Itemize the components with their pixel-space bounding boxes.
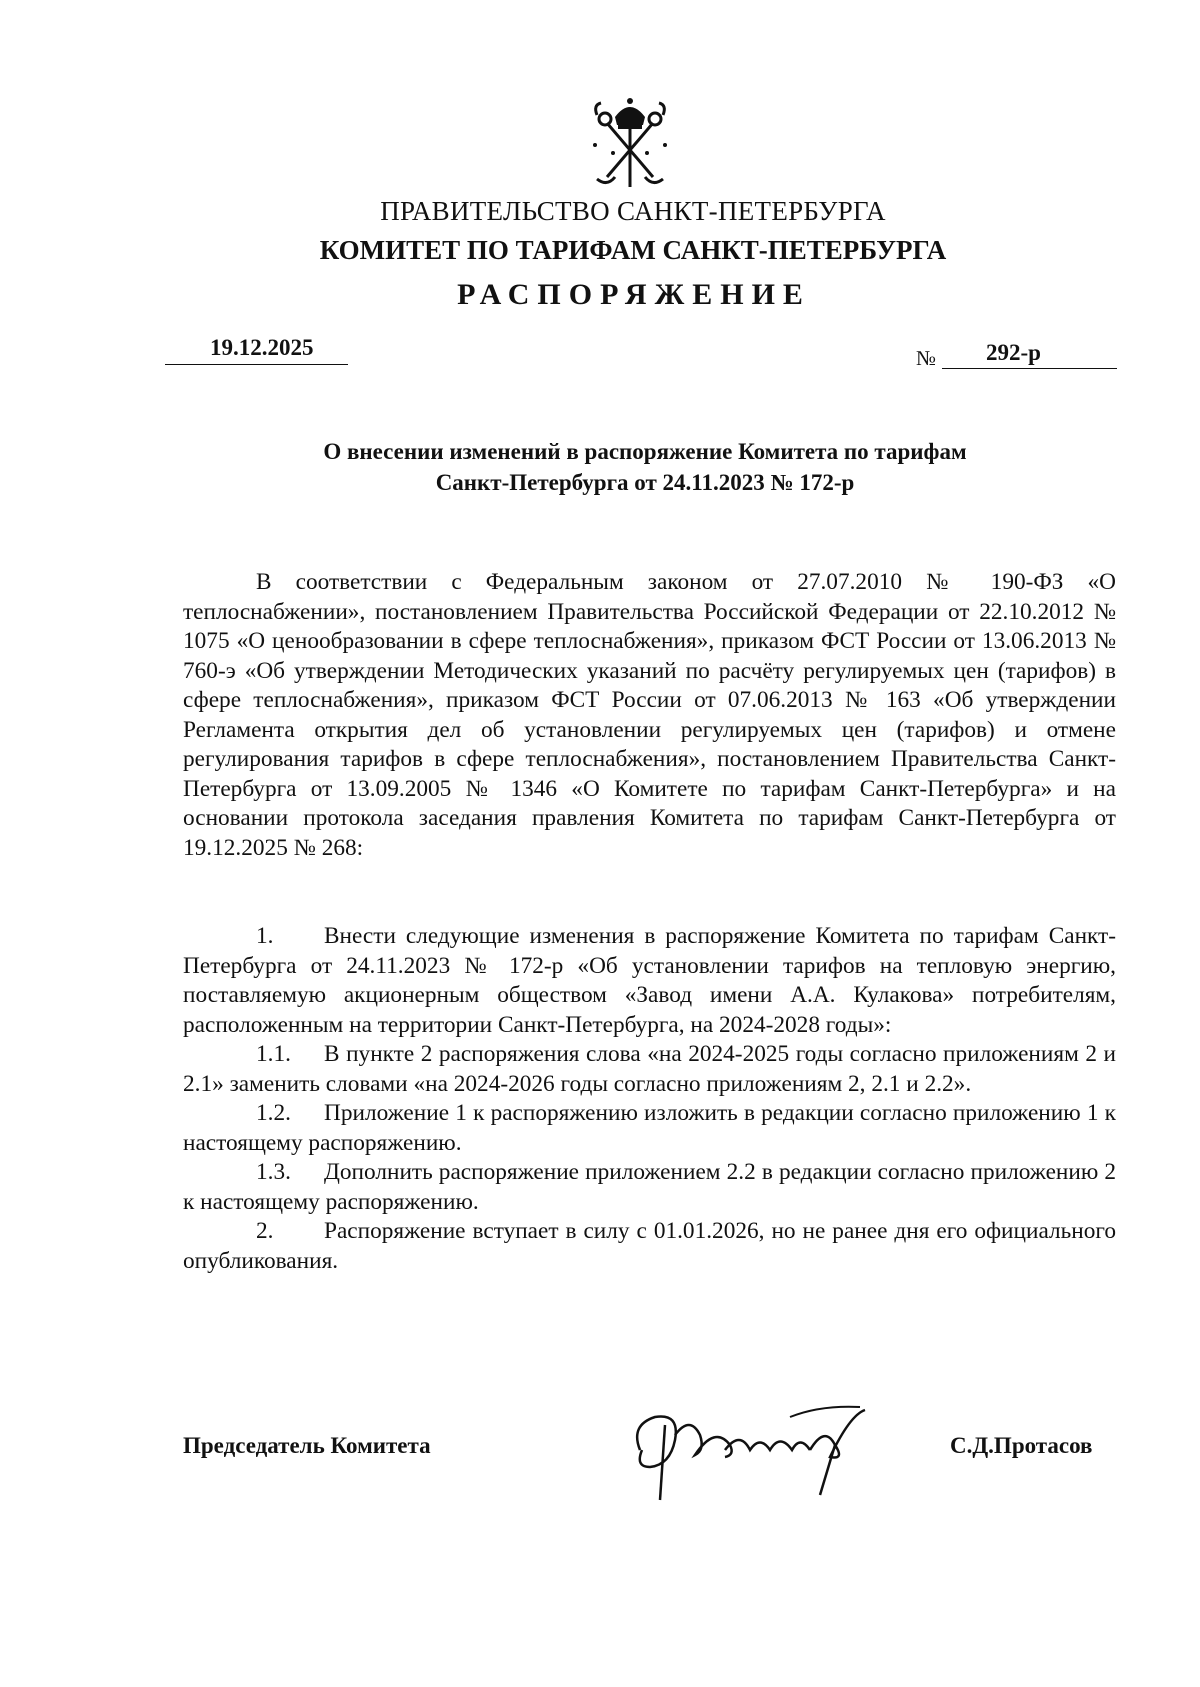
item-number: 1.1.	[256, 1041, 291, 1067]
document-number: 292-р	[986, 340, 1041, 365]
number-underline	[942, 368, 1117, 369]
list-item	[183, 1158, 1116, 1217]
list-item	[183, 1040, 1116, 1099]
subject-line-2: Санкт-Петербурга от 24.11.2023 № 172-р	[435, 470, 855, 495]
government-name: ПРАВИТЕЛЬСТВО САНКТ-ПЕТЕРБУРГА	[380, 196, 886, 226]
list-item	[183, 922, 1116, 1040]
signatory-title: Председатель Комитета	[183, 1433, 431, 1458]
saint-petersburg-coat-of-arms-icon	[585, 95, 675, 195]
item-number: 2.	[256, 1218, 274, 1244]
document-type: РАСПОРЯЖЕНИЕ	[457, 278, 811, 311]
item-number: 1.3.	[256, 1159, 291, 1185]
item-text: В пункте 2 распоряжения слова «на 2024-2025 годы согласно приложениям 2 и 2.1» заменить словами «на 2024-2026 годы согласно приложениям 2, 2.1 и 2.2».	[183, 1041, 1116, 1097]
item-number: 1.2.	[256, 1100, 291, 1126]
item-text: Дополнить распоряжение приложением 2.2 в редакции согласно приложению 2 к настоящему распоряжению.	[183, 1159, 1116, 1215]
document-subject	[250, 436, 1040, 498]
item-number: 1.	[256, 923, 274, 949]
item-text: Распоряжение вступает в силу с 01.01.2026, но не ранее дня его официального опубликования.	[183, 1218, 1116, 1274]
number-label: №	[916, 346, 937, 370]
date-underline	[165, 364, 348, 365]
order-items	[183, 922, 1116, 1276]
document-date: 19.12.2025	[210, 335, 314, 360]
handwritten-signature-icon	[620, 1395, 885, 1505]
list-item	[183, 1099, 1116, 1158]
committee-name: КОМИТЕТ ПО ТАРИФАМ САНКТ-ПЕТЕРБУРГА	[319, 235, 947, 265]
preamble-block	[183, 568, 1116, 863]
list-item	[183, 1217, 1116, 1276]
signatory-name: С.Д.Протасов	[950, 1433, 1093, 1458]
preamble-text: В соответствии с Федеральным законом от 27.07.2010 № 190-ФЗ «О теплоснабжении», постановлением Правительства Российской Федерации от 22.10.2012 № 1075 «О ценообразовании в сфере теплоснабжения», приказом ФСТ России от 13.06.2013 № 760-э «Об утверждении Методических указаний по расчёту регулируемых цен (тарифов) в сфере теплоснабжения», приказом ФСТ России от 07.06.2013 № 163 «Об утверждении Регламента открытия дел об установлении регулируемых цен (тарифов) и отмене регулирования тарифов в сфере теплоснабжения», постановлением Правительства Санкт-Петербурга от 13.09.2005 № 1346 «О Комитете по тарифам Санкт-Петербурга» и на основании протокола заседания правления Комитета по тарифам Санкт-Петербурга от 19.12.2025 № 268:	[183, 569, 1116, 861]
item-text: Внести следующие изменения в распоряжение Комитета по тарифам Санкт-Петербурга от 24.11.2023 № 172-р «Об установлении тарифов на тепловую энергию, поставляемую акционерным обществом «Завод имени А.А. Кулакова» потребителям, расположенным на территории Санкт-Петербурга, на 2024-2028 годы»:	[183, 923, 1116, 1038]
item-text: Приложение 1 к распоряжению изложить в редакции согласно приложению 1 к настоящему распоряжению.	[183, 1100, 1116, 1156]
subject-line-1: О внесении изменений в распоряжение Комитета по тарифам	[323, 439, 967, 464]
